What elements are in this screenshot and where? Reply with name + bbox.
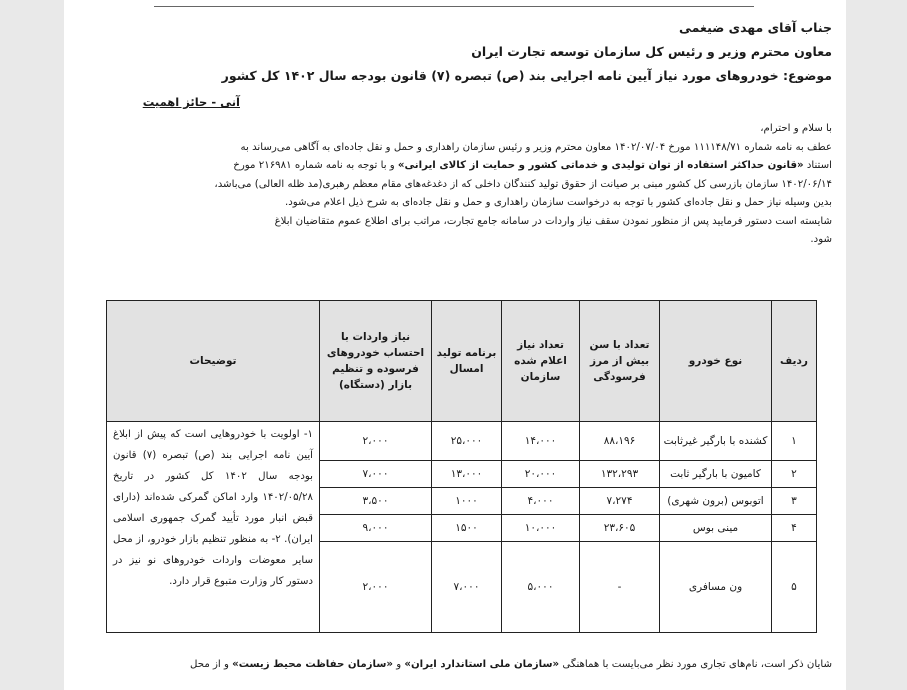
letter-page <box>64 0 846 690</box>
cell-vehicle-type: ون مسافری <box>660 542 772 633</box>
cell-vehicle-type: مینی بوس <box>660 515 772 542</box>
org-environment: «سازمان حفاظت محیط زیست» <box>232 659 393 670</box>
cell-vehicle-type: اتوبوس (برون شهری) <box>660 488 772 515</box>
org-standards: «سازمان ملی استاندارد ایران» <box>404 659 560 670</box>
body-para1-line4: بدین وسیله نیاز حمل و نقل جاده‌ای کشور با توجه به درخواست سازمان راهداری و حمل و نقل جاده‌ای به شرح ذیل اعلام می‌شود. <box>284 197 832 208</box>
header-vehicle-type: نوع خودرو <box>660 301 772 422</box>
cell-row-no: ۱ <box>772 422 817 461</box>
header-worn-count: تعداد با سن بیش از مرز فرسودگی <box>580 301 660 422</box>
footer-note: شایان ذکر است، نام‌های تجاری مورد نظر می‌بایست با هماهنگی «سازمان ملی استاندارد ایران» و «سازمان حفاظت محیط زیست» و از محل <box>190 659 832 670</box>
body-para2-line1: شایسته است دستور فرمایید پس از منظور نمودن سقف نیاز واردات در سامانه جامع تجارت، مراتب برای اطلاع عموم متقاضیان ابلاغ <box>274 215 832 227</box>
subject-line: موضوع: خودروهای مورد نیاز آیین نامه اجرایی بند (ص) تبصره (۷) قانون بودجه سال ۱۴۰۲ کل کشور <box>221 68 832 83</box>
cell-production-plan: ۱۰۰۰ <box>432 488 502 515</box>
cell-announced-need: ۱۰،۰۰۰ <box>502 515 580 542</box>
header-notes: توضیحات <box>107 301 320 422</box>
cell-announced-need: ۲۰،۰۰۰ <box>502 461 580 488</box>
body-para1-line3: ۱۴۰۲/۰۶/۱۴ سازمان بازرسی کل کشور مبنی بر صیانت از حقوق تولید کنندگان داخلی که از دغدغه‌های مقام معظم رهبری(مد ظله العالی) می‌باشد، <box>214 178 832 190</box>
table-row <box>107 422 817 461</box>
cell-import-need: ۷،۰۰۰ <box>320 461 432 488</box>
cell-vehicle-type: کشنده با بارگیر غیرثابت <box>660 422 772 461</box>
cell-row-no: ۲ <box>772 461 817 488</box>
cell-row-no: ۳ <box>772 488 817 515</box>
cell-production-plan: ۲۵،۰۰۰ <box>432 422 502 461</box>
cell-import-need: ۲،۰۰۰ <box>320 422 432 461</box>
law-title: «قانون حداکثر استفاده از توان تولیدی و خدماتی کشور و حمایت از کالای ایرانی» <box>397 160 804 171</box>
cell-production-plan: ۷،۰۰۰ <box>432 542 502 633</box>
urgency-label: آنی - حائز اهمیت <box>142 95 240 109</box>
cell-import-need: ۳،۵۰۰ <box>320 488 432 515</box>
cell-announced-need: ۴،۰۰۰ <box>502 488 580 515</box>
header-row-no: ردیف <box>772 301 817 422</box>
cell-worn-count: ۲۳،۶۰۵ <box>580 515 660 542</box>
cell-row-no: ۴ <box>772 515 817 542</box>
body-para2-line2: شود. <box>810 234 832 245</box>
header-announced-need: تعداد نیاز اعلام شده سازمان <box>502 301 580 422</box>
recipient-line: جناب آقای مهدی ضیغمی <box>679 20 832 35</box>
top-divider <box>154 6 754 7</box>
cell-production-plan: ۱۵۰۰ <box>432 515 502 542</box>
vehicle-import-table <box>106 300 817 633</box>
cell-import-need: ۲،۰۰۰ <box>320 542 432 633</box>
cell-worn-count: ۸۸،۱۹۶ <box>580 422 660 461</box>
cell-production-plan: ۱۳،۰۰۰ <box>432 461 502 488</box>
table-header-row <box>107 301 817 422</box>
header-production-plan: برنامه تولید امسال <box>432 301 502 422</box>
cell-worn-count: ۷،۲۷۴ <box>580 488 660 515</box>
cell-vehicle-type: کامیون با بارگیر ثابت <box>660 461 772 488</box>
header-import-need: نیاز واردات با احتساب خودروهای فرسوده و تنظیم بازار (دستگاه) <box>320 301 432 422</box>
body-para1-line1: عطف به نامه شماره ۱۱۱۱۴۸/۷۱ مورخ ۱۴۰۲/۰۷/۰۴ معاون محترم وزیر و رئیس سازمان راهداری و حمل و نقل جاده‌ای به آگاهی می‌رساند به <box>240 141 832 153</box>
greeting: با سلام و احترام، <box>760 123 832 134</box>
cell-worn-count: ۱۳۲،۲۹۳ <box>580 461 660 488</box>
cell-notes: ۱- اولویت با خودروهایی است که پیش از ابلاغ آیین نامه اجرایی بند (ص) تبصره (۷) قانون بودجه سال ۱۴۰۲ کل کشور در تاریخ ۱۴۰۲/۰۵/۲۸ وارد اماکن گمرکی شده‌اند (دارای قبض انبار مورد تأیید گمرک جمهوری اسلامی ایران). ۲- به منظور تنظیم بازار خودرو، از محل سایر معوضات واردات خودروهای نو نیز در دستور کار وزارت متبوع قرار دارد. <box>107 422 320 633</box>
cell-worn-count: - <box>580 542 660 633</box>
recipient-position: معاون محترم وزیر و رئیس کل سازمان توسعه تجارت ایران <box>471 44 832 59</box>
letter-body <box>120 120 832 250</box>
cell-import-need: ۹،۰۰۰ <box>320 515 432 542</box>
cell-row-no: ۵ <box>772 542 817 633</box>
body-para1-line2: استناد «قانون حداکثر استفاده از توان تولیدی و خدماتی کشور و حمایت از کالای ایرانی» و با توجه به نامه شماره ۲۱۶۹۸۱ مورخ <box>233 160 832 171</box>
cell-announced-need: ۵،۰۰۰ <box>502 542 580 633</box>
cell-announced-need: ۱۴،۰۰۰ <box>502 422 580 461</box>
